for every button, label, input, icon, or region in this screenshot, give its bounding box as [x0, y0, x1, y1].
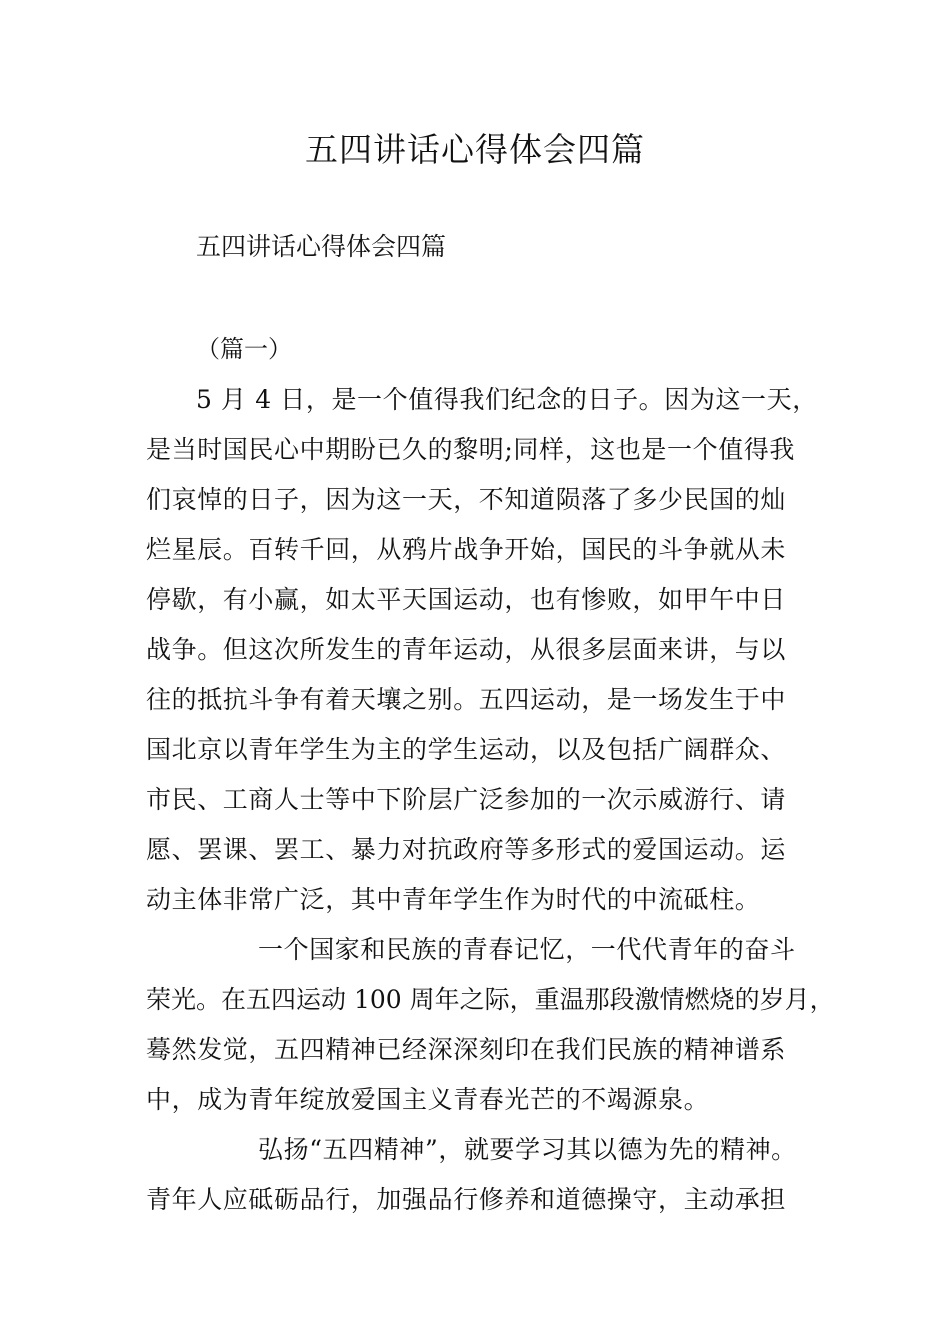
- paragraph-line: 动主体非常广泛，其中青年学生作为时代的中流砥柱。: [146, 885, 761, 914]
- document-title: 五四讲话心得体会四篇: [305, 130, 645, 169]
- paragraph-line: 市民、工商人士等中下阶层广泛参加的一次示威游行、请: [146, 785, 787, 814]
- paragraph-line: 烂星辰。百转千回，从鸦片战争开始，国民的斗争就从未: [146, 535, 787, 564]
- section-label: （篇一）: [196, 335, 292, 363]
- paragraph-line: 国北京以青年学生为主的学生运动，以及包括广阔群众、: [146, 735, 787, 764]
- paragraph-line: 一个国家和民族的青春记忆，一代代青年的奋斗: [258, 935, 796, 964]
- paragraph-line: 是当时国民心中期盼已久的黎明;同样，这也是一个值得我: [146, 435, 796, 464]
- paragraph-line: 青年人应砥砺品行，加强品行修养和道德操守，主动承担: [146, 1185, 787, 1214]
- paragraph-line: 愿、罢课、罢工、暴力对抗政府等多形式的爱国运动。运: [146, 835, 787, 864]
- paragraph-line: 蓦然发觉，五四精神已经深深刻印在我们民族的精神谱系: [146, 1035, 787, 1064]
- document-subtitle: 五四讲话心得体会四篇: [196, 232, 447, 261]
- paragraph-line: 停歇，有小赢，如太平天国运动，也有惨败，如甲午中日: [146, 585, 787, 614]
- paragraph-line: 们哀悼的日子，因为这一天，不知道陨落了多少民国的灿: [146, 485, 787, 514]
- paragraph-line: 战争。但这次所发生的青年运动，从很多层面来讲，与以: [146, 635, 787, 664]
- paragraph-line: 中，成为青年绽放爱国主义青春光芒的不竭源泉。: [146, 1085, 710, 1114]
- paragraph-line: 5 月 4 日，是一个值得我们纪念的日子。因为这一天，: [196, 385, 818, 414]
- paragraph-line: 荣光。在五四运动 100 周年之际，重温那段激情燃烧的岁月，: [146, 985, 835, 1014]
- paragraph-line: 弘扬“五四精神”，就要学习其以德为先的精神。: [258, 1135, 797, 1164]
- paragraph-line: 往的抵抗斗争有着天壤之别。五四运动，是一场发生于中: [146, 685, 787, 714]
